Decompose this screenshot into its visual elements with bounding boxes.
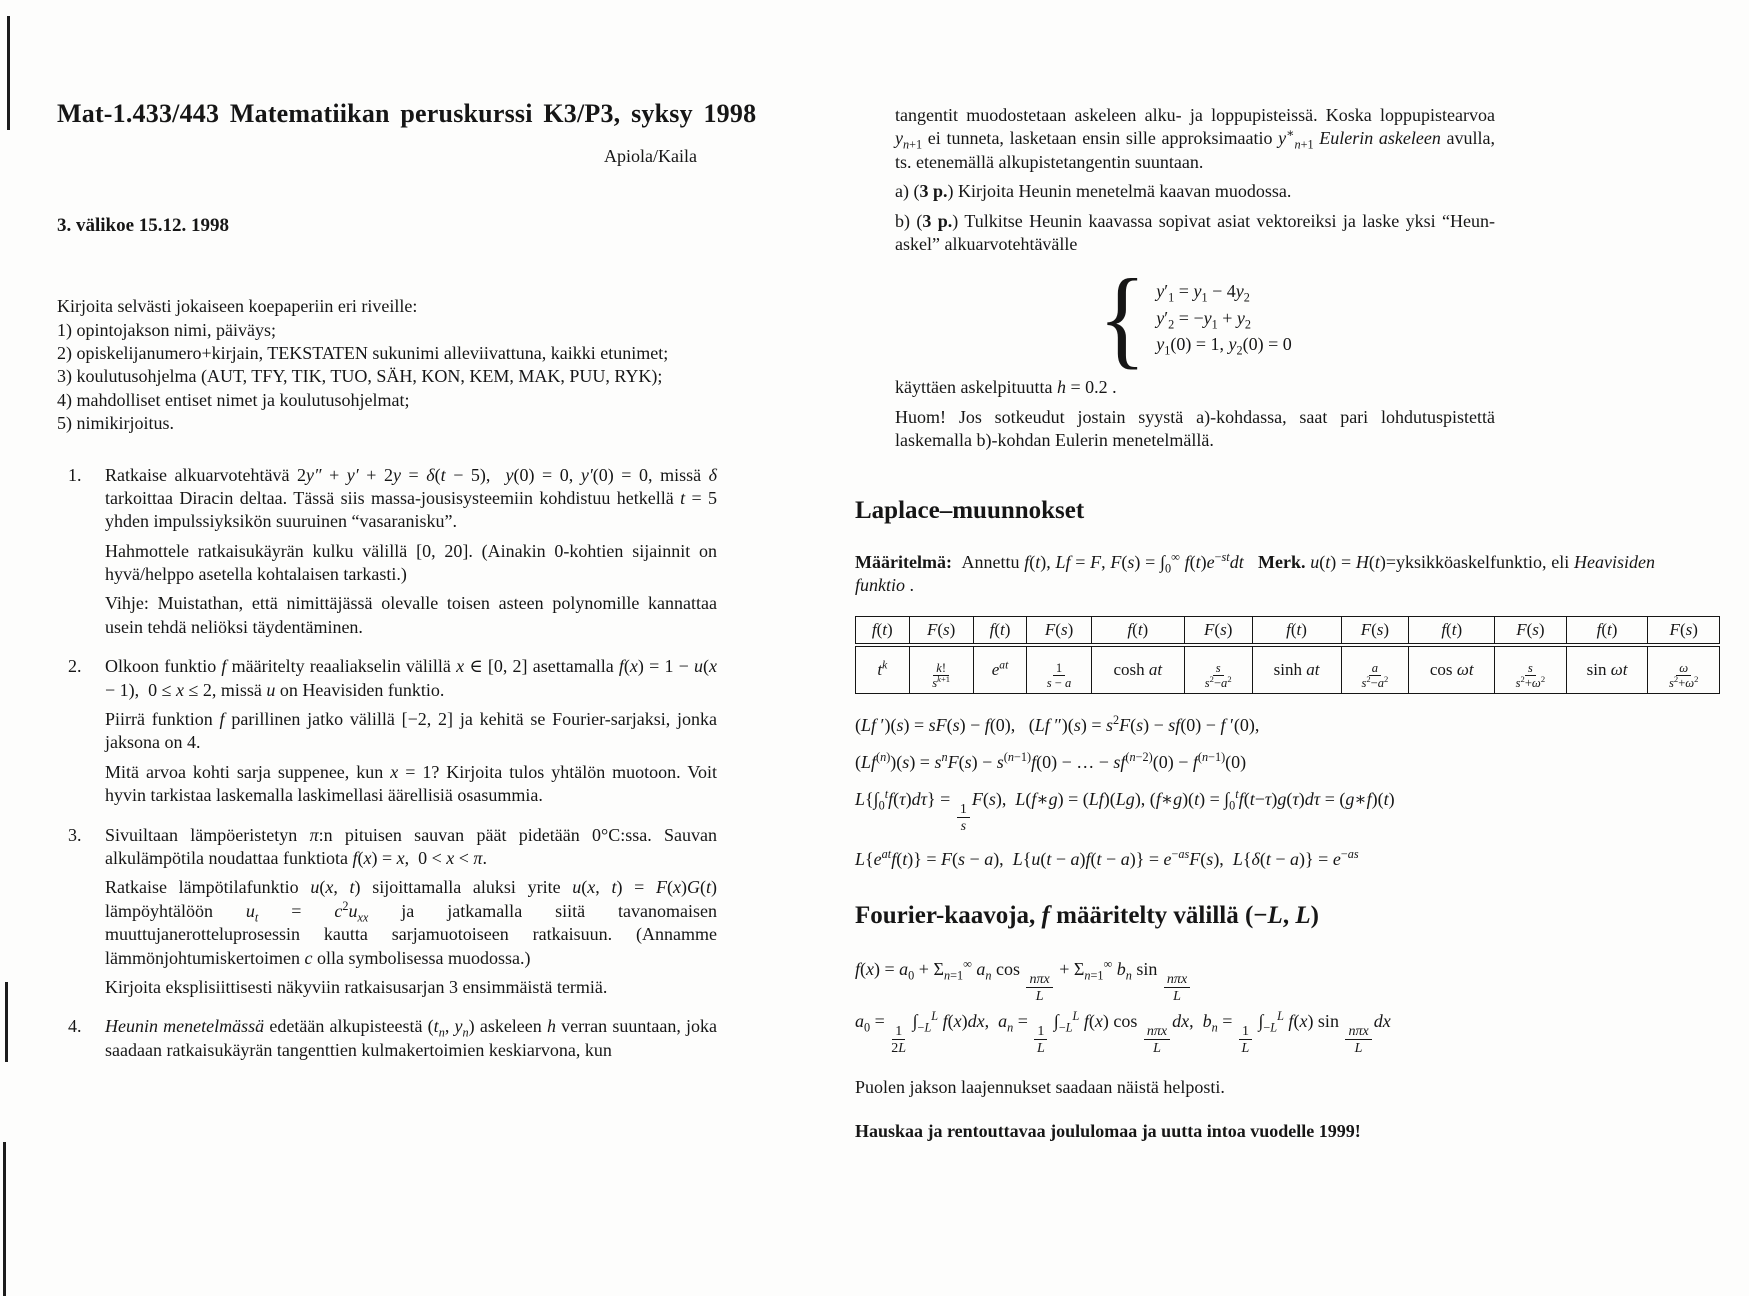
problem4-continuation-block bbox=[855, 104, 1495, 453]
problem-paragraph: Heunin menetelmässä edetään alkupisteestä ($t_n$, $y_n$) askeleen h verran suuntaan, joka saadaan ratkaisukäyrän tangenttien kulmakertoimien keskiarvona, kun bbox=[105, 1016, 717, 1060]
table-header-cell: f(t) bbox=[1091, 616, 1184, 645]
table-header-cell: f(t) bbox=[1566, 616, 1648, 645]
problem-paragraph: Vihje: Muistathan, että nimittäjässä olevalle toisen asteen polynomille kannattaa usein tehdä neliöksi täydentäminen. bbox=[105, 593, 717, 637]
problem-body bbox=[105, 655, 717, 813]
equation-system bbox=[895, 256, 1495, 379]
table-cell: cos ωt bbox=[1409, 645, 1495, 693]
instructions-intro: Kirjoita selvästi jokaiseen koepaperiin eri riveille: bbox=[57, 296, 418, 317]
problem-item-2 bbox=[57, 655, 717, 813]
problem-body bbox=[105, 464, 717, 646]
table-cell: cosh at bbox=[1091, 645, 1184, 693]
subitem-b: b) (3 p.) Tulkitse Heunin kaavassa sopivat asiat vektoreiksi ja laske yksi “Heun-askel” alkuarvotehtävälle bbox=[895, 210, 1495, 254]
system-left-brace: { bbox=[1098, 256, 1147, 379]
problem-paragraph: Piirrä funktion f parillinen jatko välillä [−2, 2] ja kehitä se Fourier-sarjaksi, jonka jaksona on 4. bbox=[105, 709, 717, 753]
laplace-heading: Laplace–muunnokset bbox=[855, 496, 1085, 524]
problem-paragraph: Ratkaise lämpötilafunktio u(x, t) sijoittamalla aluksi yrite u(x, t) = F(x)G(t) lämpöyhtälöön $u_t = c^2u_{xx}$ ja jatkamalla siitä tavanomaisen muuttujanerotteluprosessin kautta sarjamuotoiseen ratkaisuun. (Annamme lämmönjohtumiskertoimen c olla symbolisessa muodossa.) bbox=[105, 877, 718, 968]
table-header-cell: f(t) bbox=[973, 616, 1027, 645]
laplace-rule: $(Lf^{(n)})(s) = s^nF(s) - s^{(n-1)}f(0)$ − … − $sf^{(n-2)}(0) - f^{(n-1)}(0)$ bbox=[855, 750, 1247, 773]
fourier-coefficients-formula: $a_0$ = $\frac{1}{2L}$ $\int_{-L}^L$ f(x)dx, $a_n$ = $\frac{1}{L}$ $\int_{-L}^L$ f(x) cos $\frac{\text{nπx}}{L}$ dx, $b_n$ = $\frac{1}{L}$ $\int_{-L}^L$ f(x) sin $\frac{\text{nπx}}{L}$ dx bbox=[855, 1009, 1391, 1057]
system-equations bbox=[1156, 277, 1292, 359]
system-initial-conditions: $y_1(0) = 1$, $y_2(0) = 0$ bbox=[1156, 334, 1292, 358]
table-cell: $t^k$ bbox=[856, 645, 910, 693]
laplace-table-header-row bbox=[856, 616, 1720, 645]
exam-subtitle: 3. välikoe 15.12. 1998 bbox=[57, 215, 230, 237]
problem-item-3 bbox=[57, 824, 717, 1006]
laplace-transform-table bbox=[855, 616, 1720, 694]
problem-number: 4. bbox=[68, 1016, 82, 1037]
table-cell: $\frac{1}{s - a}$ bbox=[1027, 645, 1092, 693]
laplace-rule: $L\{\int_0^tf(\tau)d\tau\}$ = $\frac{1}{s}$ F(s), L(f∗g) = (Lf)(Lg), (f∗g)(t) = $\int_0^tf(t-\tau)g(\tau)d\tau$ = (g∗f)(t) bbox=[855, 787, 1395, 835]
table-cell: $\frac{\omega}{s^2+\omega^2}$ bbox=[1648, 645, 1720, 693]
system-equation-2: $y'_2 = -y_1 + y_2$ bbox=[1156, 307, 1252, 332]
instruction-item: 4) mahdolliset entiset nimet ja koulutusohjelmat; bbox=[57, 389, 410, 410]
closing-greeting: Hauskaa ja rentouttavaa joululomaa ja uutta intoa vuodelle 1999! bbox=[855, 1120, 1361, 1141]
left-column bbox=[57, 96, 757, 1078]
problem-body bbox=[105, 1015, 717, 1068]
table-header-cell: F(s) bbox=[1341, 616, 1409, 645]
problem-list bbox=[57, 464, 717, 1069]
problem-item-1 bbox=[57, 464, 717, 646]
step-size-note: käyttäen askelpituutta h = 0.2 . bbox=[895, 377, 1117, 398]
table-header-cell: f(t) bbox=[1252, 616, 1341, 645]
table-header-cell: F(s) bbox=[1495, 616, 1566, 645]
consolation-note: Huom! Jos sotkeudut jostain syystä a)-kohdassa, saat pari lohdutuspistettä laskemalla b)-kohdan Eulerin menetelmällä. bbox=[895, 406, 1495, 451]
table-header-cell: F(s) bbox=[1648, 616, 1720, 645]
instruction-item: 1) opintojakson nimi, päiväys; bbox=[57, 319, 276, 340]
problem-number: 1. bbox=[68, 464, 82, 485]
problem-paragraph: Kirjoita eksplisiittisesti näkyviin ratkaisusarjan 3 ensimmäistä termiä. bbox=[105, 976, 608, 997]
problem-paragraph: Sivuiltaan lämpöeristetyn π:n pituisen sauvan päät pidetään 0°C:ssa. Sauvan alkulämpötila noudattaa funktiota f(x) = x, 0 < x < π. bbox=[105, 824, 717, 868]
fourier-heading: Fourier-kaavoja, f määritelty välillä (−L, L) bbox=[855, 901, 1319, 929]
table-cell: sinh at bbox=[1252, 645, 1341, 693]
scan-artifact-line bbox=[5, 982, 8, 1062]
subitem-a: a) (3 p.) Kirjoita Heunin menetelmä kaavan muodossa. bbox=[895, 181, 1292, 202]
laplace-rule: $L\{e^{at}f(t)\} = F(s - a)$, $L\{u(t - a)f(t - a)\} = e^{-as}F(s)$, $L\{\delta(t - a)\} = e^{-as}$ bbox=[855, 847, 1359, 870]
course-title: Mat-1.433/443 Matematiikan peruskurssi K3/P3, syksy 1998 bbox=[57, 99, 757, 128]
table-header-cell: f(t) bbox=[1409, 616, 1495, 645]
laplace-rule: (Lf ′)(s) = sF(s) − f(0), (Lf $'')(s) = s^2F(s) - sf(0) - f$ ′(0), bbox=[855, 712, 1260, 735]
problem-number: 2. bbox=[68, 656, 82, 677]
instructions-block bbox=[57, 295, 717, 435]
problem-paragraph: Hahmottele ratkaisukäyrän kulku välillä [0, 20]. (Ainakin 0-kohtien sijainnit on hyvä/helppo asetella kohtalaisen tarkasti.) bbox=[105, 540, 717, 585]
half-range-note: Puolen jakson laajennukset saadaan näistä helposti. bbox=[855, 1077, 1225, 1098]
instruction-item: 2) opiskelijanumero+kirjain, TEKSTATEN sukunimi alleviivattuna, kaikki etunimet; bbox=[57, 342, 669, 363]
laplace-rules-block bbox=[855, 714, 1725, 872]
table-cell: sin ωt bbox=[1566, 645, 1648, 693]
fourier-series-formula: $f(x) = a_0 + \Sigma_{n=1}^\infty$ $a_n$ cos $\frac{\text{nπx}}{L}$ + $\Sigma_{n=1}^\infty$ $b_n$ sin $\frac{\text{nπx}}{L}$ bbox=[855, 958, 1725, 1004]
authors-line: Apiola/Kaila bbox=[604, 146, 697, 167]
table-header-cell: F(s) bbox=[909, 616, 973, 645]
right-column bbox=[855, 104, 1725, 1143]
scan-artifact-line bbox=[3, 1142, 6, 1296]
laplace-definition: Määritelmä: Annettu f(t), Lf = F, $F(s) = \int_0^\infty$ $f(t)e^{-st}dt$ Merk. u(t) = H(t)=yksikköaskelfunktio, eli Heavisiden funktio . bbox=[855, 550, 1656, 596]
table-header-cell: F(s) bbox=[1027, 616, 1092, 645]
problem4-continuation: tangentit muodostetaan askeleen alku- ja loppupisteissä. Koska loppupistearvoa $y_{n+1}$ ei tunneta, lasketaan ensin sille approksimaatio $y^∗_{n+1}$ Eulerin askeleen avulla, ts. etenemällä alkupistetangentin suuntaan. bbox=[895, 105, 1495, 172]
table-cell: $\frac{k!}{s^{k+1}}$ bbox=[909, 645, 973, 693]
table-cell: $\frac{s}{s^2-a^2}$ bbox=[1184, 645, 1252, 693]
laplace-table-data-row bbox=[856, 645, 1720, 693]
scan-artifact-line bbox=[7, 16, 10, 130]
problem-paragraph: Mitä arvoa kohti sarja suppenee, kun x = 1? Kirjoita tulos yhtälön muotoon. Voit hyvin tarkistaa laskemalla laskimellasi äärellisiä osasummia. bbox=[105, 761, 717, 806]
problem-number: 3. bbox=[68, 824, 82, 845]
table-cell: $e^{at}$ bbox=[973, 645, 1027, 693]
problem-paragraph: Ratkaise alkuarvotehtävä 2y″ + y′ + 2y = δ(t − 5), y(0) = 0, y′(0) = 0, missä δ tarkoittaa Diracin deltaa. Tässä siis massa-jousisysteemiin kohdistuu hetkellä t = 5 yhden impulssiyksikön suuruinen “vasaranisku”. bbox=[105, 464, 718, 532]
table-header-cell: F(s) bbox=[1184, 616, 1252, 645]
problem-paragraph: Olkoon funktio f määritelty reaaliakselin välillä x ∈ [0, 2] asettamalla f(x) = 1 − u(x − 1), 0 ≤ x ≤ 2, missä u on Heavisiden funktio. bbox=[105, 656, 717, 700]
table-cell: $\frac{s}{s^2+\omega^2}$ bbox=[1495, 645, 1566, 693]
system-equation-1: $y'_1 = y_1 - 4y_2$ bbox=[1156, 281, 1250, 305]
table-cell: $\frac{a}{s^2-a^2}$ bbox=[1341, 645, 1409, 693]
table-header-cell: f(t) bbox=[856, 616, 910, 645]
instruction-item: 5) nimikirjoitus. bbox=[57, 413, 174, 434]
problem-item-4 bbox=[57, 1015, 717, 1068]
instruction-item: 3) koulutusohjelma (AUT, TFY, TIK, TUO, SÄH, KON, KEM, MAK, PUU, RYK); bbox=[57, 366, 663, 387]
problem-body bbox=[105, 824, 717, 1006]
